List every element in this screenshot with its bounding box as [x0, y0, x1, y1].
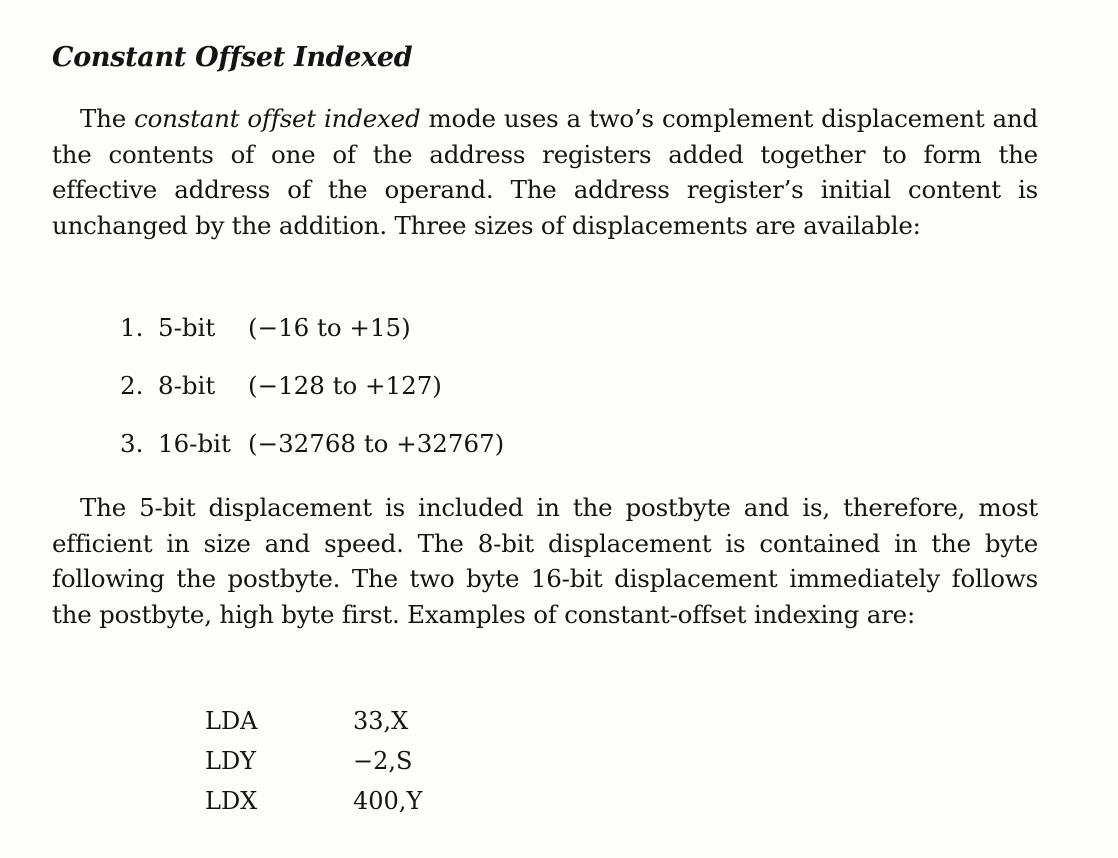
list-item-number: 3. [120, 429, 144, 458]
list-item-range: (−32768 to +32767) [248, 429, 505, 458]
instruction-operand: 400,Y [353, 787, 423, 815]
intro-text-emphasis: constant offset indexed [134, 104, 421, 133]
displacement-size-list [120, 313, 504, 487]
instruction-mnemonic: LDX [205, 787, 258, 815]
code-example-row [205, 707, 473, 747]
list-item [120, 371, 504, 429]
instruction-mnemonic: LDA [205, 707, 258, 735]
code-examples [205, 707, 473, 827]
list-item-size: 8-bit [158, 371, 216, 400]
code-example-row [205, 787, 473, 827]
intro-text-after: mode uses a two’s complement displacement and the contents of one of the address registers added together to form the effective address of the operand. The address register’s initial content is unchanged by the addition. Three sizes of displacements are available: [52, 104, 1038, 240]
list-item-range: (−16 to +15) [248, 313, 411, 342]
list-item-size: 5-bit [158, 313, 216, 342]
list-item-size: 16-bit [158, 429, 231, 458]
intro-text-before: The [80, 104, 135, 133]
details-text: The 5-bit displacement is included in the postbyte and is, therefore, most efficient in size and speed. The 8-bit displacement is contained in the byte following the postbyte. The two byte 16-bit displacement immediately follows the postbyte, high byte first. Examples of constant-offset indexing are: [52, 493, 1038, 629]
list-item-range: (−128 to +127) [248, 371, 442, 400]
list-item-number: 1. [120, 313, 144, 342]
instruction-operand: 33,X [353, 707, 409, 735]
list-item-number: 2. [120, 371, 144, 400]
instruction-mnemonic: LDY [205, 747, 257, 775]
code-example-row [205, 747, 473, 787]
section-heading: Constant Offset Indexed [52, 42, 413, 73]
list-item [120, 429, 504, 487]
list-item [120, 313, 504, 371]
intro-paragraph [52, 101, 1038, 243]
details-paragraph [52, 490, 1038, 632]
instruction-operand: −2,S [353, 747, 413, 775]
